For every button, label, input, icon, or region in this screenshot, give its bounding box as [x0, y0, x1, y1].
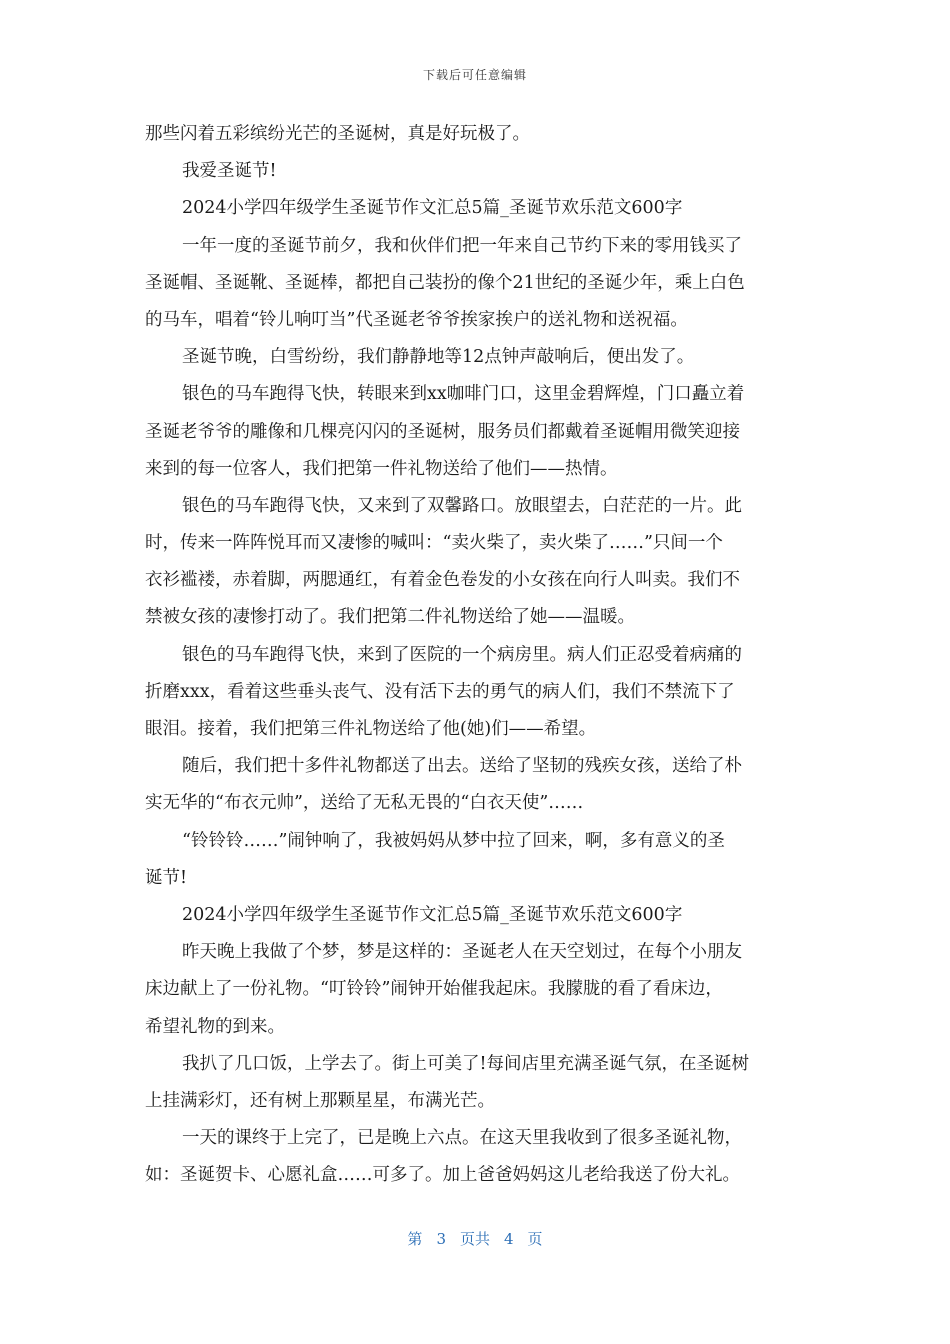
- page-header: 下载后可任意编辑: [422, 68, 527, 82]
- page-footer: [0, 1228, 950, 1249]
- text-line: 2024小学四年级学生圣诞节作文汇总5篇_圣诞节欢乐范文600字: [182, 904, 683, 925]
- text-line: 来到的每一位客人，我们把第一件礼物送给了他们——热情。: [145, 458, 618, 479]
- text-line: 圣诞帽、圣诞靴、圣诞棒，都把自己装扮的像个21世纪的圣诞少年，乘上白色: [145, 272, 745, 293]
- text-line: 的马车，唱着“铃儿响叮当”代圣诞老爷爷挨家挨户的送礼物和送祝福。: [145, 309, 688, 330]
- text-line: 圣诞老爷爷的雕像和几棵亮闪闪的圣诞树，服务员们都戴着圣诞帽用微笑迎接: [145, 421, 740, 442]
- text-line: 衣衫褴褛，赤着脚，两腮通红，有着金色卷发的小女孩在向行人叫卖。我们不: [145, 570, 740, 591]
- text-line: 银色的马车跑得飞快，来到了医院的一个病房里。病人们正忍受着病痛的: [182, 644, 742, 665]
- footer-current-page: 3: [436, 1230, 446, 1248]
- text-line: 折磨xxx，看着这些垂头丧气、没有活下去的勇气的病人们，我们不禁流下了: [145, 681, 735, 702]
- text-line: 眼泪。接着，我们把第三件礼物送给了他(她)们——希望。: [145, 719, 597, 739]
- text-line: 那些闪着五彩缤纷光芒的圣诞树，真是好玩极了。: [145, 124, 530, 144]
- text-line: 一年一度的圣诞节前夕，我和伙伴们把一年来自己节约下来的零用钱买了: [182, 235, 742, 256]
- text-line: 昨天晚上我做了个梦，梦是这样的：圣诞老人在天空划过，在每个小朋友: [182, 942, 742, 963]
- text-line: 一天的课终于上完了，已是晚上六点。在这天里我收到了很多圣诞礼物，: [182, 1128, 742, 1149]
- text-line: 2024小学四年级学生圣诞节作文汇总5篇_圣诞节欢乐范文600字: [182, 198, 683, 219]
- footer-suffix: 页: [527, 1230, 543, 1248]
- text-line: 我爱圣诞节!: [182, 161, 277, 182]
- text-line: “铃铃铃……”闹钟响了，我被妈妈从梦中拉了回来，啊，多有意义的圣: [182, 830, 725, 851]
- footer-middle: 页共: [459, 1230, 490, 1248]
- document-body: [145, 116, 807, 1194]
- text-line: 实无华的“布衣元帅”，送给了无私无畏的“白衣天使”……: [145, 793, 584, 814]
- text-line: 希望礼物的到来。: [145, 1016, 285, 1037]
- text-line: 诞节!: [145, 867, 188, 888]
- text-line: 如：圣诞贺卡、心愿礼盒……可多了。加上爸爸妈妈这儿老给我送了份大礼。: [145, 1165, 740, 1186]
- text-line: 随后，我们把十多件礼物都送了出去。送给了坚韧的残疾女孩，送给了朴: [182, 756, 742, 777]
- text-line: 银色的马车跑得飞快，转眼来到xx咖啡门口，这里金碧辉煌，门口矗立着: [182, 384, 745, 405]
- text-line: 时，传来一阵阵悦耳而又凄惨的喊叫：“卖火柴了，卖火柴了……”只间一个: [145, 533, 723, 554]
- text-line: 禁被女孩的凄惨打动了。我们把第二件礼物送给了她——温暖。: [145, 607, 635, 628]
- text-line: 银色的马车跑得飞快，又来到了双馨路口。放眼望去，白茫茫的一片。此: [182, 495, 742, 516]
- footer-total-pages: 4: [504, 1230, 514, 1248]
- text-line: 上挂满彩灯，还有树上那颗星星，布满光芒。: [145, 1090, 495, 1111]
- text-line: 圣诞节晚，白雪纷纷，我们静静地等12点钟声敲响后，便出发了。: [182, 347, 695, 368]
- footer-prefix: 第: [407, 1230, 423, 1248]
- text-line: 床边献上了一份礼物。“叮铃铃”闹钟开始催我起床。我朦胧的看了看床边，: [145, 979, 723, 1000]
- text-line: 我扒了几口饭，上学去了。街上可美了!每间店里充满圣诞气氛，在圣诞树: [182, 1053, 750, 1074]
